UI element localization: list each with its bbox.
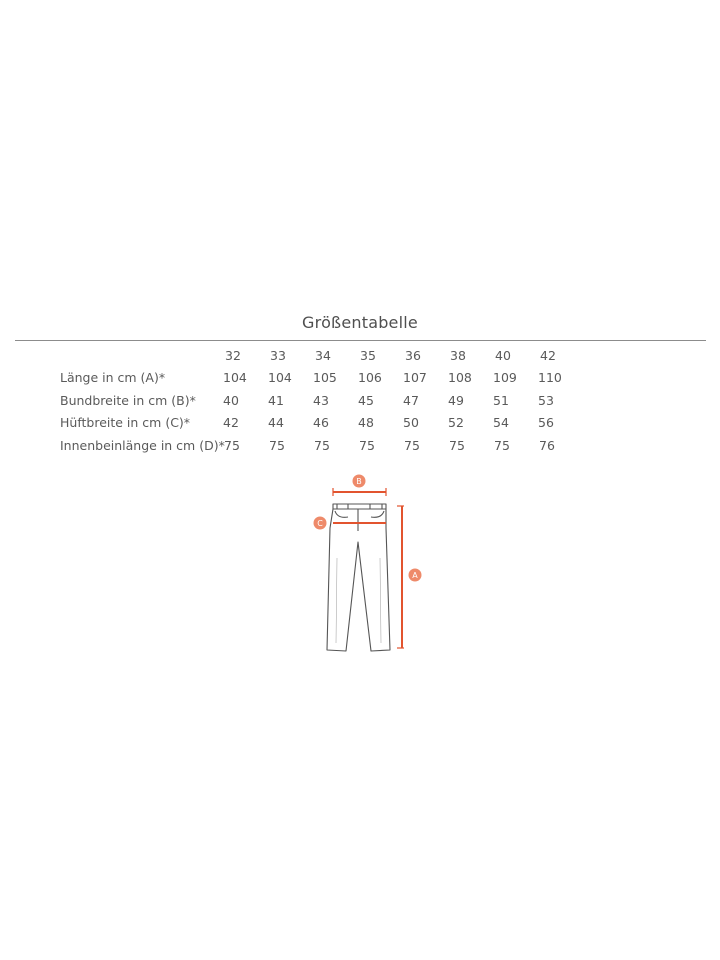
- table-cell: 41: [268, 393, 284, 408]
- marker-c-label: C: [317, 519, 323, 528]
- table-cell: 110: [538, 370, 562, 385]
- table-cell: 76: [539, 438, 555, 453]
- table-cell: 104: [223, 370, 247, 385]
- row-label: Hüftbreite in cm (C)*: [60, 415, 191, 430]
- measure-line-a: [397, 506, 404, 648]
- table-cell: 47: [403, 393, 419, 408]
- table-cell: 54: [493, 415, 509, 430]
- table-cell: 44: [268, 415, 284, 430]
- row-label: Innenbeinlänge in cm (D)*: [60, 438, 225, 453]
- size-header: 33: [270, 348, 286, 363]
- table-cell: 46: [313, 415, 329, 430]
- table-cell: 75: [449, 438, 465, 453]
- table-cell: 107: [403, 370, 427, 385]
- table-cell: 50: [403, 415, 419, 430]
- table-cell: 48: [358, 415, 374, 430]
- table-cell: 52: [448, 415, 464, 430]
- size-header: 36: [405, 348, 421, 363]
- size-header: 32: [225, 348, 241, 363]
- size-header: 42: [540, 348, 556, 363]
- table-cell: 56: [538, 415, 554, 430]
- size-header: 34: [315, 348, 331, 363]
- size-header: 38: [450, 348, 466, 363]
- size-header: 35: [360, 348, 376, 363]
- trousers-diagram: [300, 468, 440, 660]
- table-cell: 75: [269, 438, 285, 453]
- table-cell: 109: [493, 370, 517, 385]
- row-label: Bundbreite in cm (B)*: [60, 393, 196, 408]
- table-cell: 75: [404, 438, 420, 453]
- table-cell: 75: [314, 438, 330, 453]
- table-cell: 104: [268, 370, 292, 385]
- table-cell: 40: [223, 393, 239, 408]
- size-header: 40: [495, 348, 511, 363]
- table-cell: 75: [224, 438, 240, 453]
- table-cell: 42: [223, 415, 239, 430]
- table-cell: 75: [359, 438, 375, 453]
- table-cell: 43: [313, 393, 329, 408]
- table-cell: 49: [448, 393, 464, 408]
- table-cell: 53: [538, 393, 554, 408]
- table-cell: 106: [358, 370, 382, 385]
- table-cell: 75: [494, 438, 510, 453]
- table-cell: 108: [448, 370, 472, 385]
- row-label: Länge in cm (A)*: [60, 370, 166, 385]
- marker-a-label: A: [412, 571, 418, 580]
- page-title: Größentabelle: [302, 313, 418, 332]
- title-divider: [15, 340, 706, 341]
- table-cell: 105: [313, 370, 337, 385]
- trousers-outline: [327, 504, 390, 651]
- table-cell: 51: [493, 393, 509, 408]
- table-cell: 45: [358, 393, 374, 408]
- marker-b-label: B: [356, 477, 362, 486]
- measure-line-b: [333, 488, 386, 496]
